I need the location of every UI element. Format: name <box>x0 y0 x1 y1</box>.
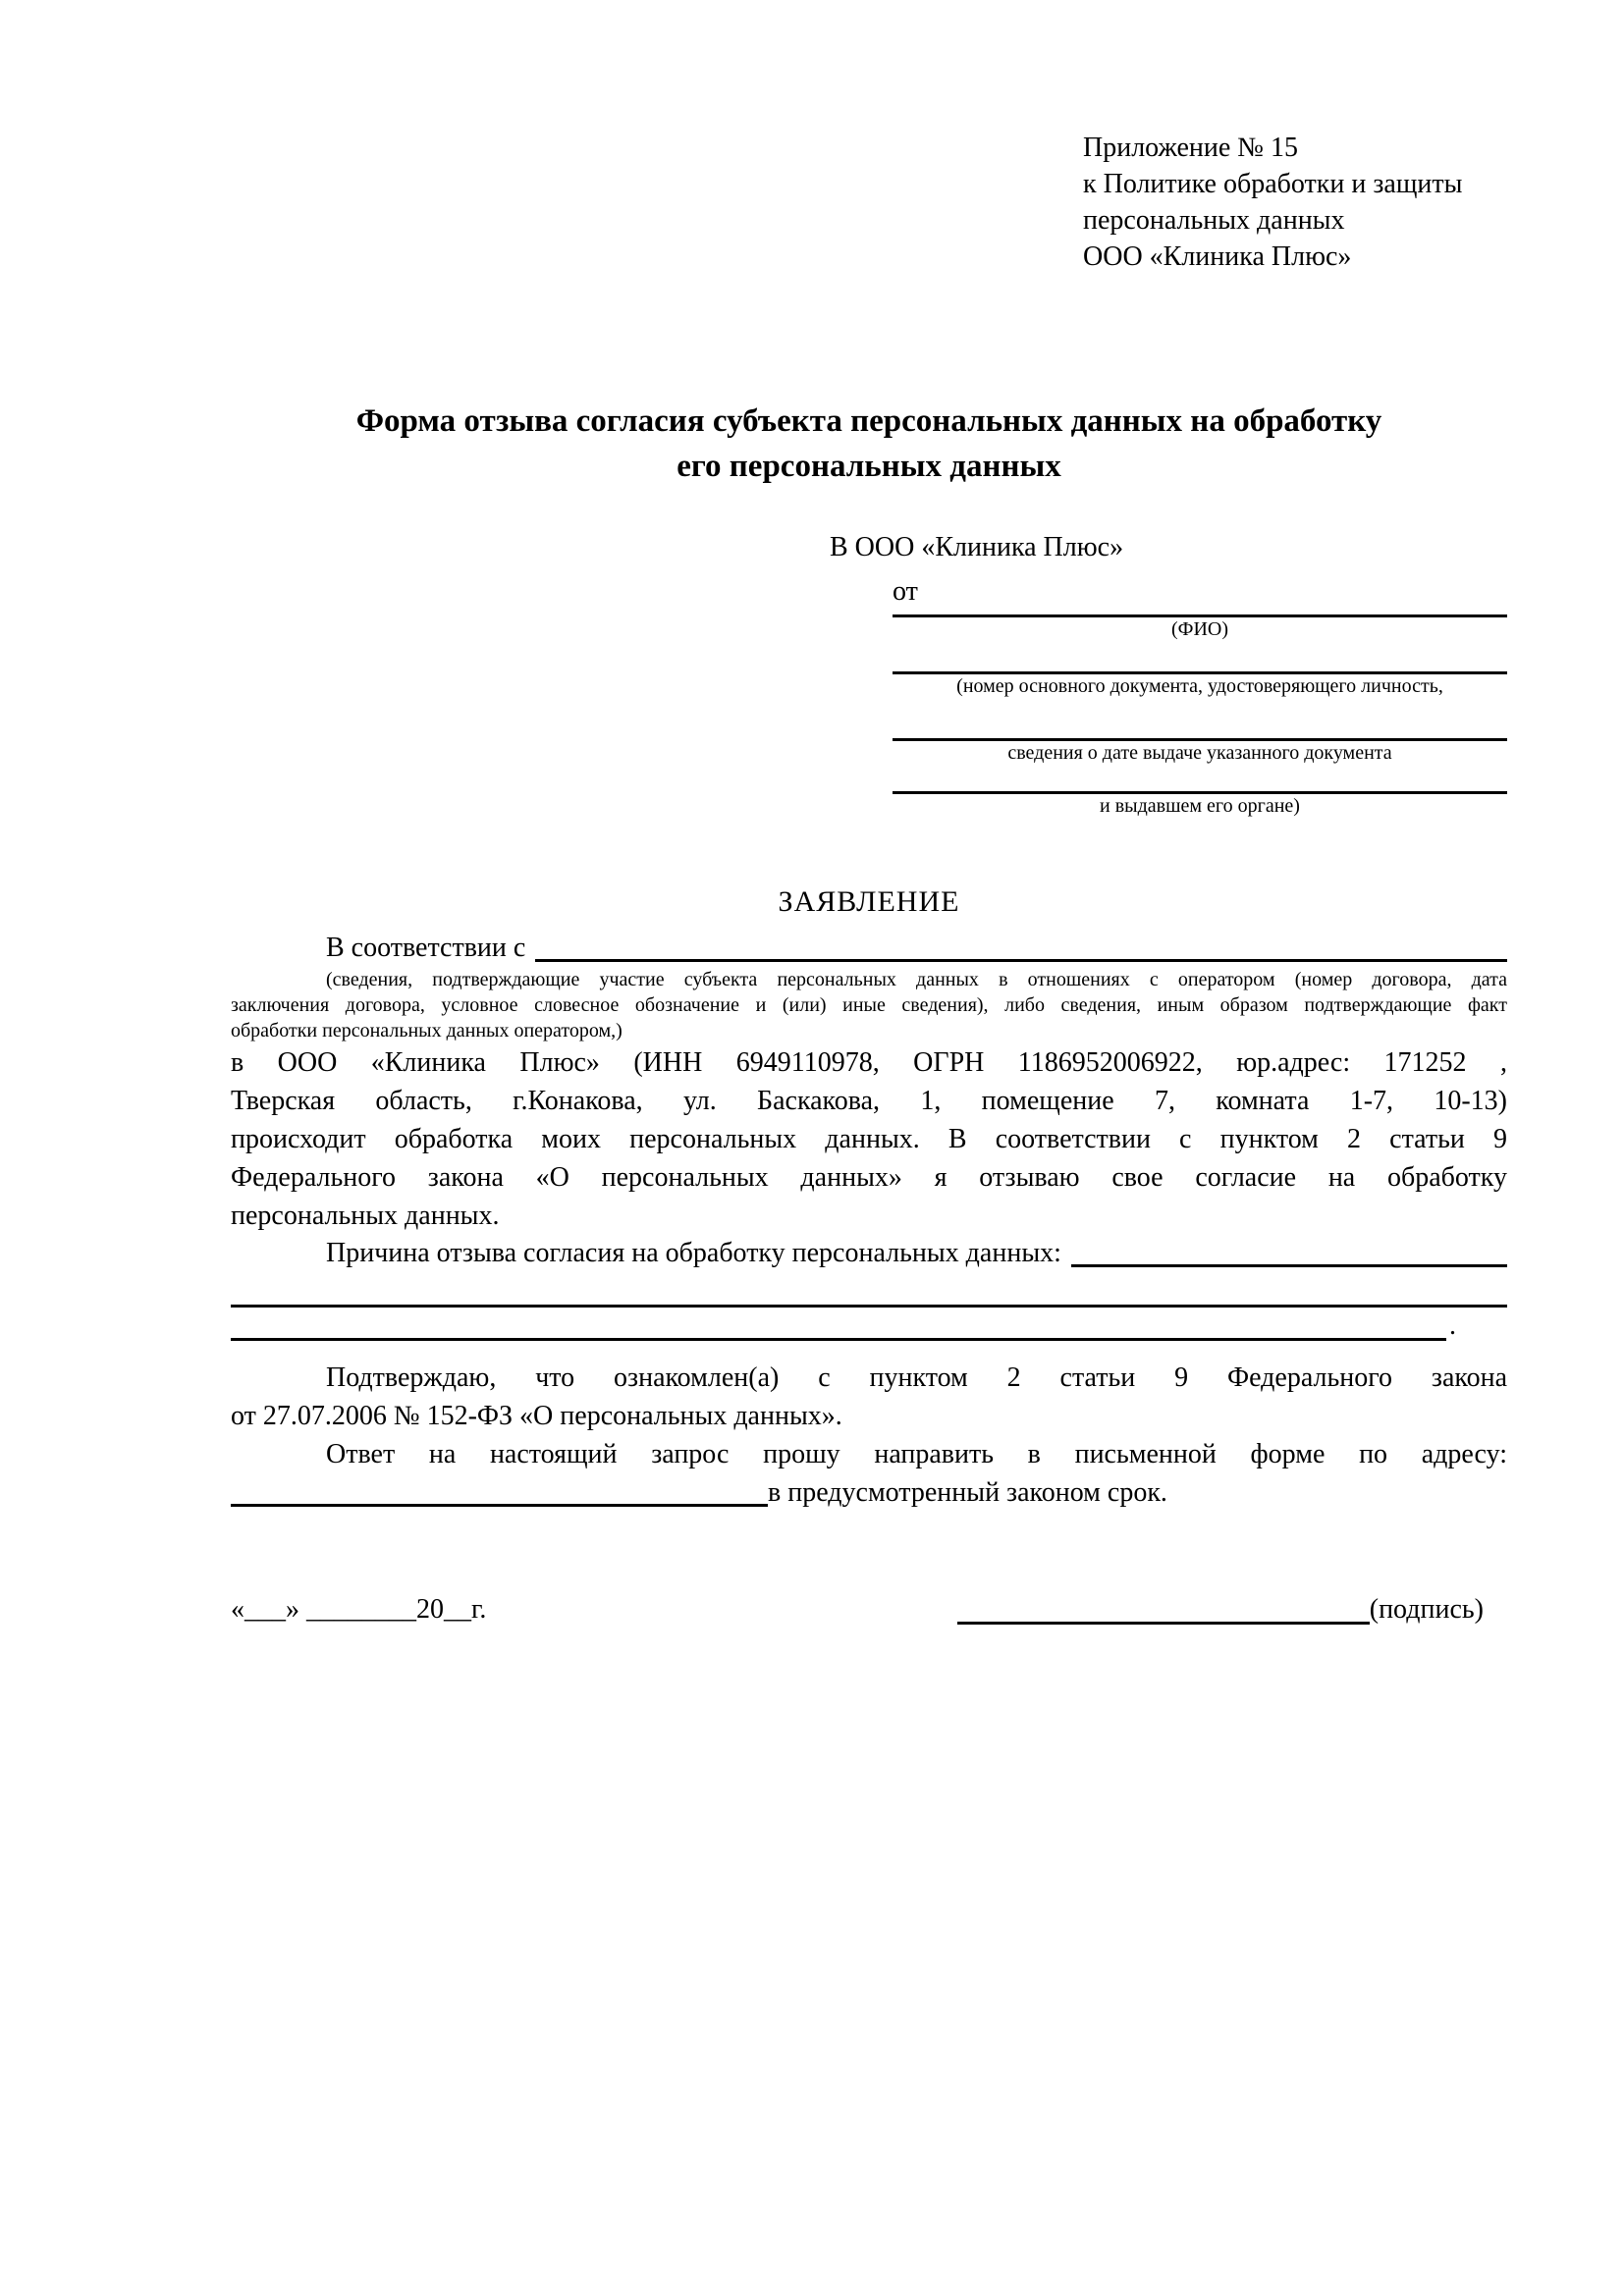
annex-note <box>1083 130 1507 275</box>
signature-blank-line <box>957 1622 1370 1625</box>
addressee-organization: В ООО «Клиника Плюс» <box>830 532 1124 562</box>
reason-blank-line-3-rule <box>231 1338 1446 1341</box>
addressee-from-label: от <box>893 576 918 607</box>
reason-blank-line <box>1071 1264 1507 1267</box>
statement-body-line: в ООО «Клиника Плюс» (ИНН 6949110978, ОГРН 1186952006922, юр.адрес: 171252 , <box>231 1047 1507 1078</box>
document-title-line: Форма отзыва согласия субъекта персональных данных на обработку <box>355 403 1382 439</box>
reason-blank-line-3 <box>231 1308 1456 1341</box>
intro-prefix: В соответствии с <box>326 933 526 963</box>
signature-area <box>957 1590 1484 1629</box>
signature-row <box>231 1590 1507 1629</box>
signature-caption: (подпись) <box>1369 1594 1484 1625</box>
statement-body-line: Тверская область, г.Конакова, ул. Баскакова, 1, помещение 7, комната 1-7, 10-13) <box>231 1086 1507 1116</box>
confirm-paragraph <box>231 1359 1507 1435</box>
document-number-blank-line <box>893 651 1507 674</box>
field-issue-date <box>893 718 1507 765</box>
issuing-authority-blank-line <box>893 774 1507 794</box>
intro-footnote-line: (сведения, подтверждающие участие субъекта персональных данных в отношениях с оператором (номер договора, дата <box>326 969 1507 990</box>
confirm-line: Подтверждаю, что ознакомлен(а) с пунктом 2 статьи 9 Федерального закона <box>326 1362 1507 1393</box>
issue-date-blank-line <box>893 718 1507 741</box>
intro-footnote <box>231 967 1507 1043</box>
fio-blank-line <box>893 606 1507 617</box>
intro-footnote-line: заключения договора, условное словесное обозначение и (или) иные сведения), либо сведения, иным образом подтверждающие факт <box>231 994 1507 1016</box>
annex-note-line: ООО «Клиника Плюс» <box>1083 241 1352 272</box>
date-blank: «___» ________20__г. <box>231 1594 487 1625</box>
issue-date-caption: сведения о дате выдаче указанного документа <box>1007 742 1392 764</box>
document-title <box>231 399 1507 489</box>
annex-note-line: персональных данных <box>1083 205 1345 236</box>
reason-period: . <box>1449 1310 1456 1341</box>
reason-line <box>231 1235 1507 1272</box>
reply-suffix: в предусмотренный законом срок. <box>768 1477 1167 1508</box>
document-title-line: его персональных данных <box>677 449 1061 484</box>
page-content <box>231 0 1507 1629</box>
statement-body-line: персональных данных. <box>231 1201 500 1231</box>
intro-blank-line <box>535 959 1507 962</box>
addressee-fields <box>893 606 1507 818</box>
annex-note-line: к Политике обработки и защиты <box>1083 169 1463 199</box>
annex-note-line: Приложение № 15 <box>1083 133 1298 163</box>
intro-footnote-line: обработки персональных данных оператором,) <box>231 1020 623 1041</box>
statement-heading: ЗАЯВЛЕНИЕ <box>778 885 960 918</box>
statement-body <box>231 1043 1507 1235</box>
confirm-line: от 27.07.2006 № 152-ФЗ «О персональных данных». <box>231 1401 842 1431</box>
fio-caption: (ФИО) <box>1170 618 1228 640</box>
reason-label: Причина отзыва согласия на обработку персональных данных: <box>326 1238 1061 1268</box>
field-document-number <box>893 651 1507 698</box>
statement-body-line: Федерального закона «О персональных данных» я отзываю свое согласие на обработку <box>231 1162 1507 1193</box>
reply-line: Ответ на настоящий запрос прошу направить в письменной форме по адресу: <box>326 1439 1507 1469</box>
reason-blank-line-2 <box>231 1272 1507 1308</box>
field-issuing-authority <box>893 774 1507 818</box>
reply-address-blank-line <box>231 1504 768 1507</box>
issuing-authority-caption: и выдавшем его органе) <box>1100 795 1300 817</box>
reply-paragraph <box>231 1435 1507 1512</box>
field-fio <box>893 606 1507 641</box>
document-number-caption: (номер основного документа, удостоверяющего личность, <box>956 675 1443 697</box>
intro-line <box>231 930 1507 967</box>
reply-address-line <box>231 1473 1507 1512</box>
statement-body-line: происходит обработка моих персональных данных. В соответствии с пунктом 2 статьи 9 <box>231 1124 1507 1154</box>
addressee-block <box>830 529 1507 818</box>
